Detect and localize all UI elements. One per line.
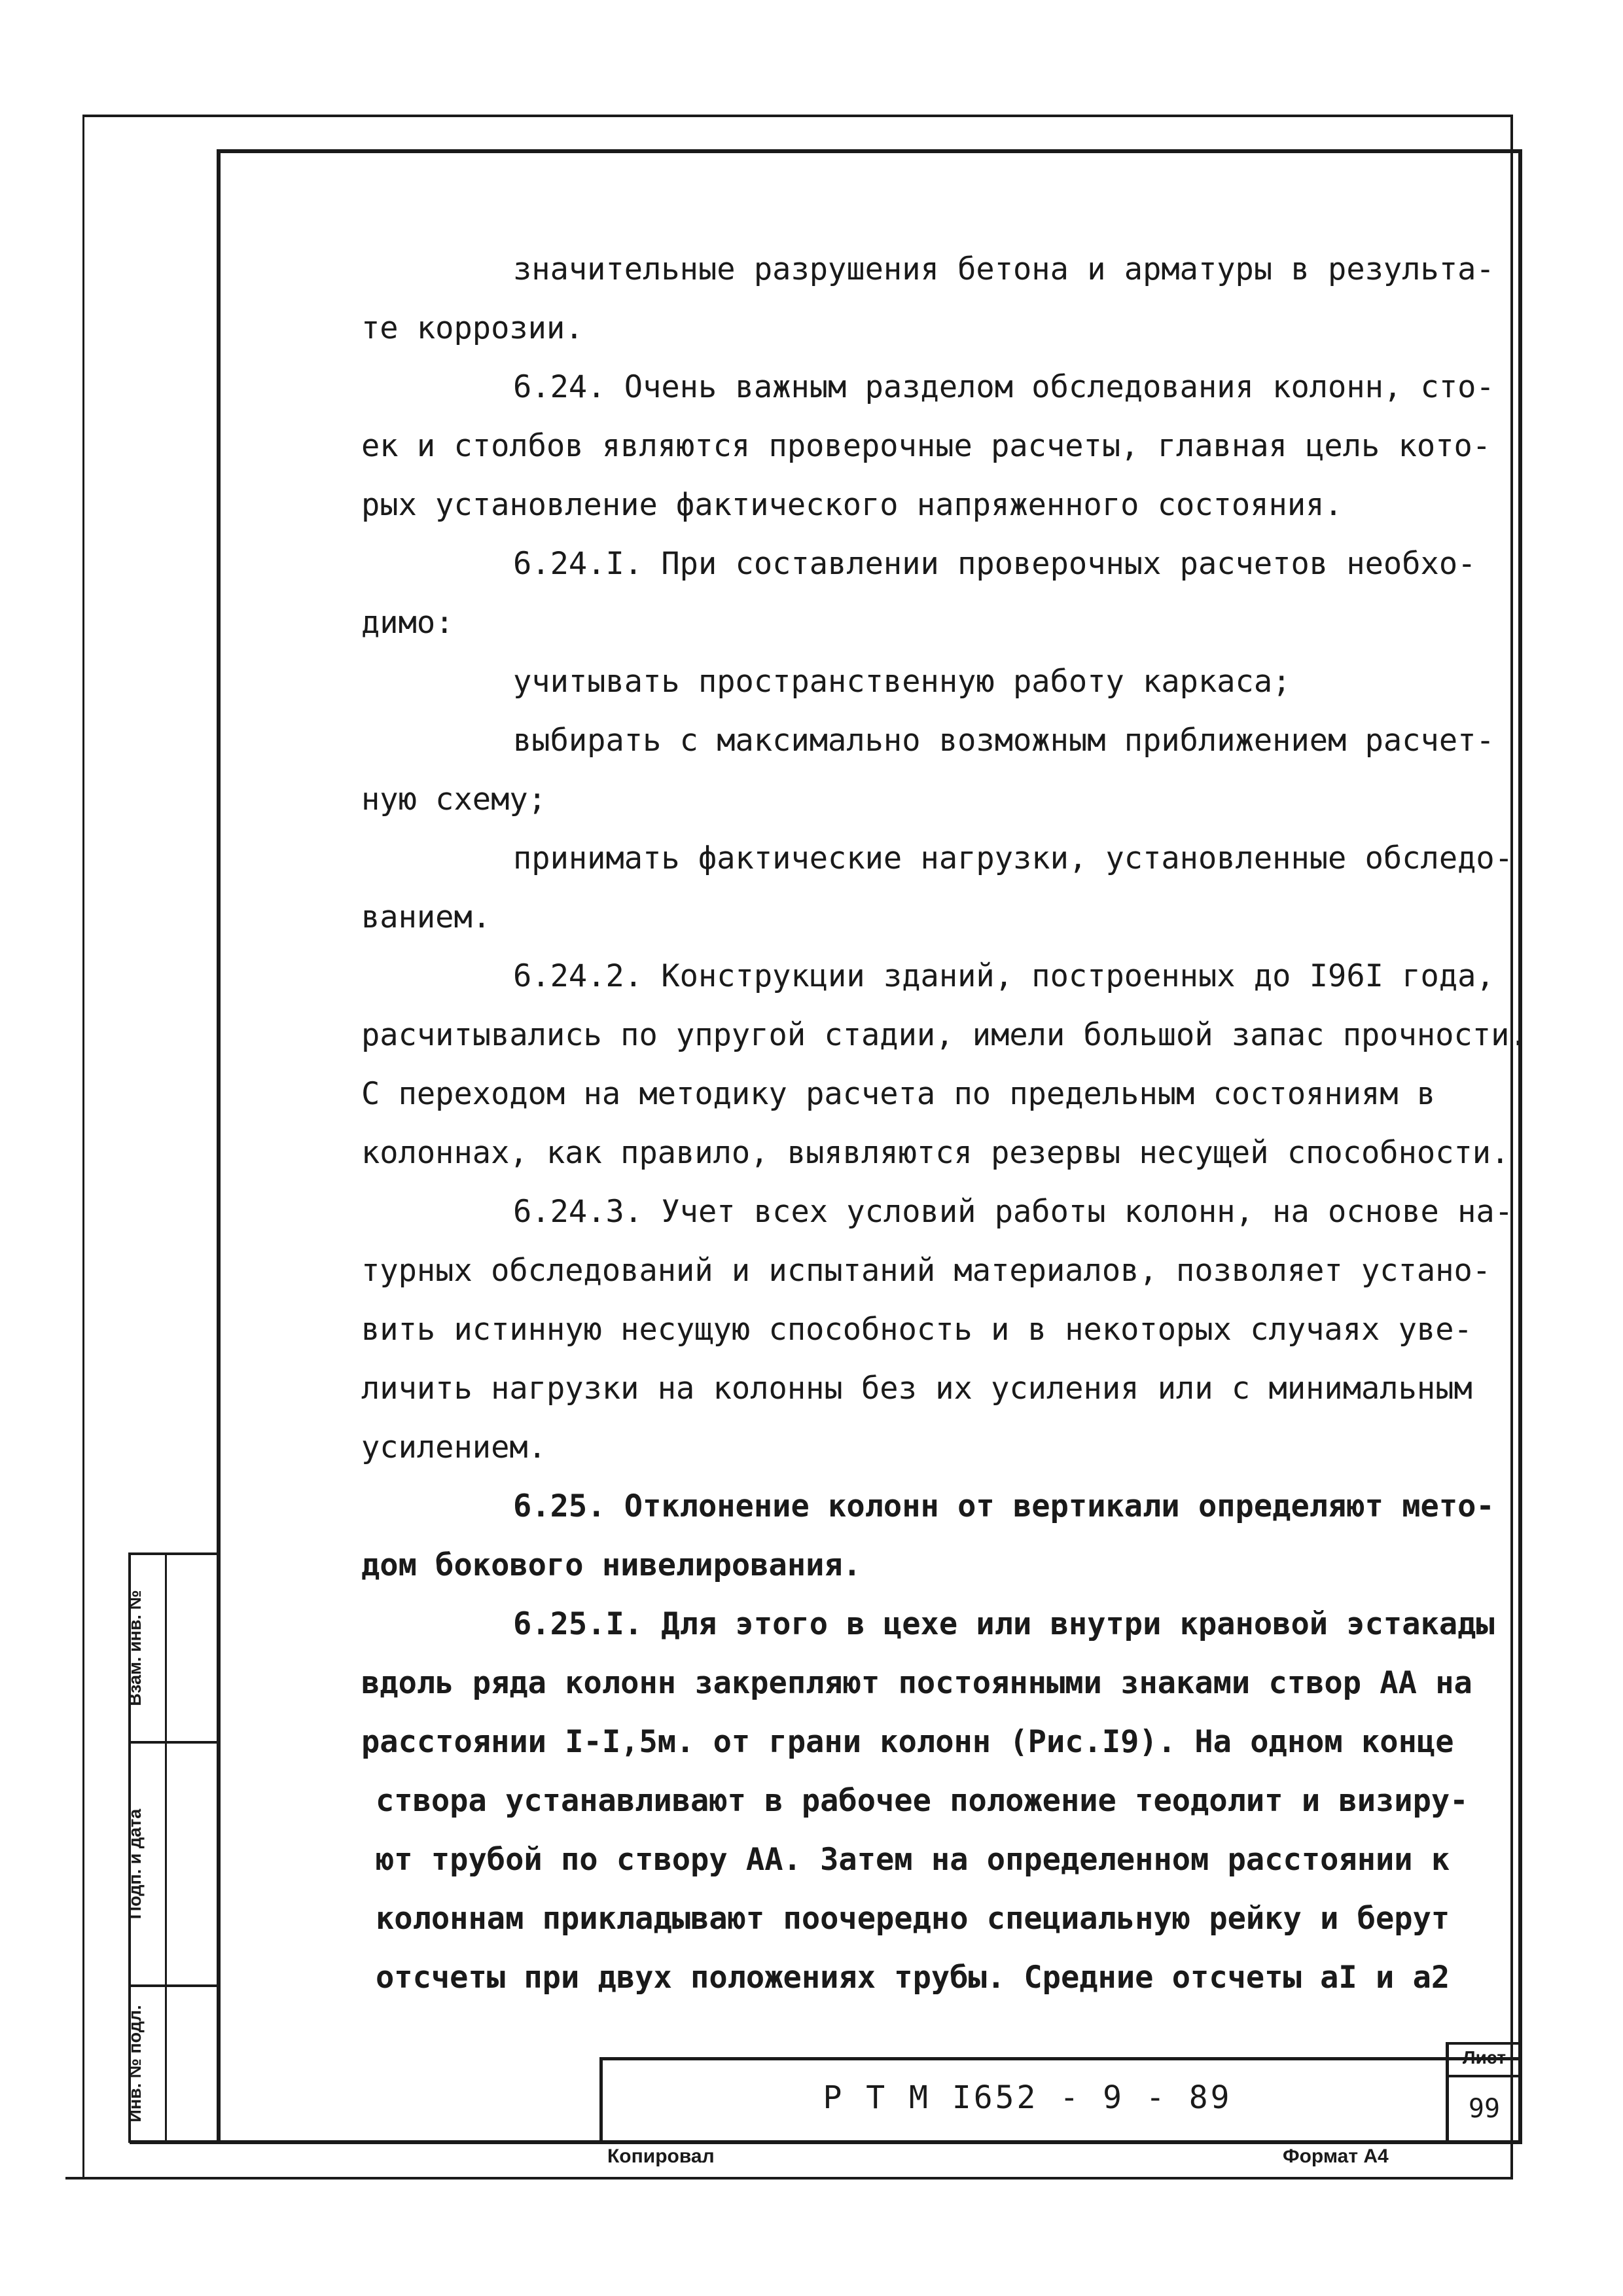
side-stamp-vzam-inv: Взам. инв. № (125, 1590, 145, 1706)
body-line: створа устанавливают в рабочее положение теодолит и визиру- (376, 1783, 1469, 1819)
body-line: ванием. (361, 899, 491, 935)
body-line: рых установление фактического напряженного состояния. (361, 487, 1343, 523)
body-line: выбирать с максимально возможным приближением расчет- (513, 723, 1495, 759)
body-line: 6.24.2. Конструкции зданий, построенных до I96I года, (513, 958, 1495, 994)
body-line: те коррозии. (361, 310, 584, 346)
footer-format: Формат А4 (1283, 2145, 1389, 2167)
document-code: Р Т М I652 - 9 - 89 (823, 2079, 1232, 2116)
body-line: димо: (361, 605, 454, 641)
body-line: личить нагрузки на колонны без их усиления или с минимальным (361, 1371, 1472, 1407)
body-line: С переходом на методику расчета по предельным состояниям в (361, 1076, 1436, 1112)
body-line: вдоль ряда колонн закрепляют постоянными знаками створ АА на (361, 1665, 1472, 1701)
side-stamp-inv-podl: Инв. № подл. (125, 2005, 145, 2123)
body-line: принимать фактические нагрузки, установленные обследо- (513, 840, 1514, 876)
body-line: ют трубой по створу АА. Затем на определенном расстоянии к (376, 1842, 1450, 1878)
body-line: 6.25.I. Для этого в цехе или внутри крановой эстакады (513, 1606, 1495, 1642)
body-line: учитывать пространственную работу каркаса; (513, 664, 1291, 700)
body-line: ную схему; (361, 781, 546, 817)
body-line: отсчеты при двух положениях трубы. Средние отсчеты аI и а2 (376, 1960, 1450, 1996)
body-line: расчитывались по упругой стадии, имели большой запас прочности. (361, 1017, 1528, 1053)
body-line: турных обследований и испытаний материалов, позволяет устано- (361, 1253, 1491, 1289)
body-line: 6.24. Очень важным разделом обследования колонн, сто- (513, 369, 1495, 405)
body-line: 6.24.I. При составлении проверочных расчетов необхо- (513, 546, 1476, 582)
body-line: 6.24.3. Учет всех условий работы колонн, на основе на- (513, 1194, 1514, 1230)
side-stamp-podp-data: Подп. и дата (125, 1808, 145, 1920)
body-line: усилением. (361, 1429, 546, 1465)
body-line: вить истинную несущую способность и в некоторых случаях уве- (361, 1312, 1472, 1348)
body-line: колоннам прикладывают поочередно специальную рейку и берут (376, 1901, 1450, 1937)
body-line: значительные разрушения бетона и арматуры в результа- (513, 251, 1495, 287)
body-line: ек и столбов являются проверочные расчеты, главная цель кото- (361, 428, 1491, 464)
footer-copied: Копировал (607, 2145, 715, 2167)
body-line: расстоянии I-I,5м. от грани колонн (Рис.I9). На одном конце (361, 1724, 1454, 1760)
sheet-number: 99 (1468, 2094, 1501, 2124)
body-line: 6.25. Отклонение колонн от вертикали определяют мето- (513, 1488, 1495, 1524)
body-line: колоннах, как правило, выявляются резервы несущей способности. (361, 1135, 1510, 1171)
sheet-label: Лист (1462, 2047, 1507, 2068)
body-line: дом бокового нивелирования. (361, 1547, 862, 1583)
